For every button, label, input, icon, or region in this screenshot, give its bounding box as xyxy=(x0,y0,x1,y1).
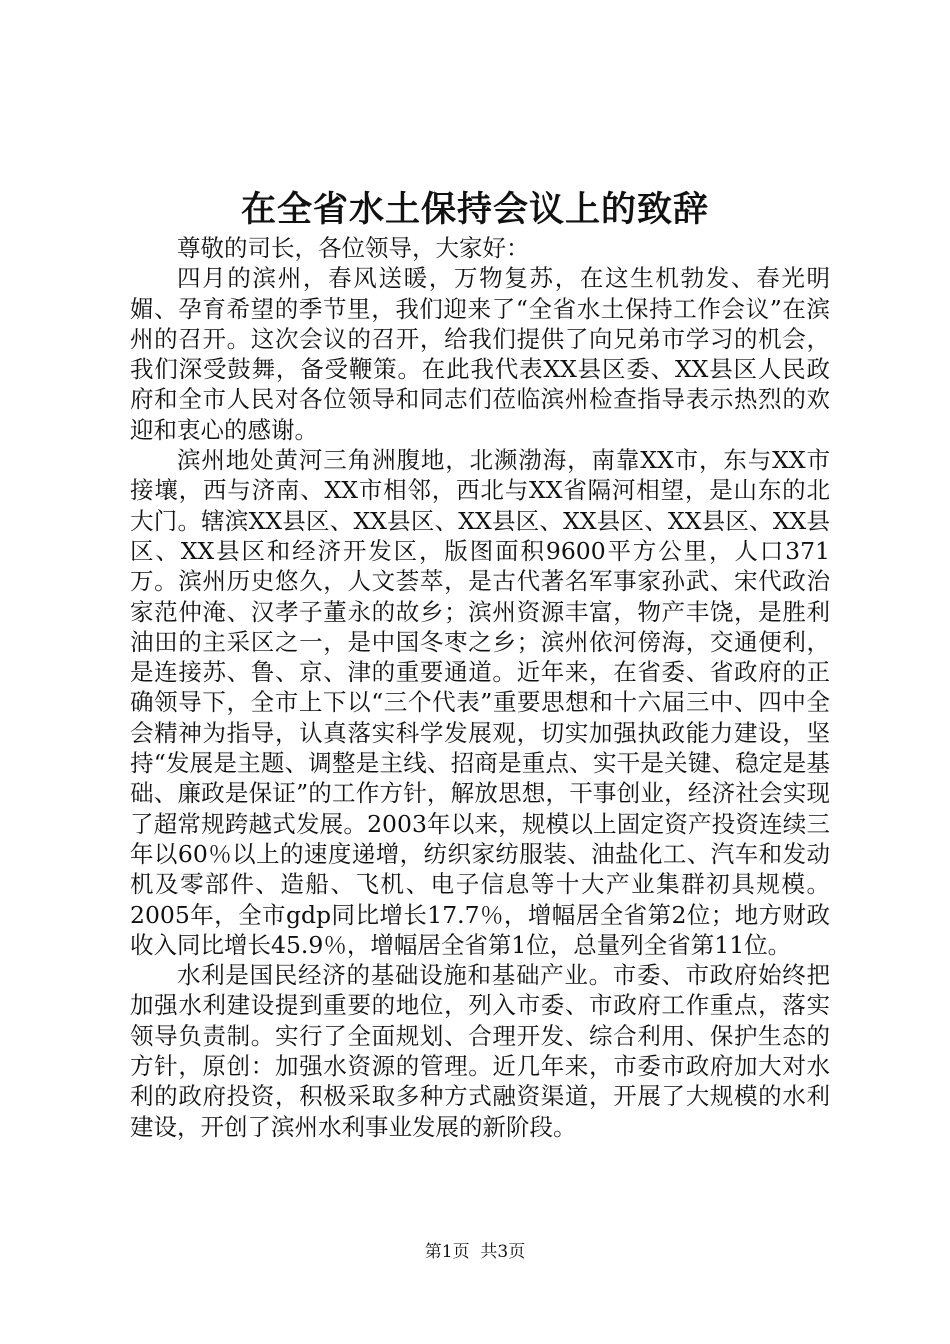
document-body xyxy=(130,233,830,1142)
page-footer xyxy=(0,1240,950,1264)
paragraph-1: 四月的滨州，春风送暖，万物复苏，在这生机勃发、春光明媚、孕育希望的季节里，我们迎来了“全省水土保持工作会议”在滨州的召开。这次会议的召开，给我们提供了向兄弟市学习的机会，我们深受鼓舞，备受鞭策。在此我代表XX县区委、XX县区人民政府和全市人民对各位领导和同志们莅临滨州检查指导表示热烈的欢迎和衷心的感谢。 xyxy=(130,264,830,444)
paragraph-3: 水利是国民经济的基础设施和基础产业。市委、市政府始终把加强水利建设提到重要的地位，列入市委、市政府工作重点，落实领导负责制。实行了全面规划、合理开发、综合利用、保护生态的方针，原创：加强水资源的管理。近几年来，市委市政府加大对水利的政府投资，积极采取多种方式融资渠道，开展了大规模的水利建设，开创了滨州水利事业发展的新阶段。 xyxy=(130,961,830,1141)
footer-separator xyxy=(470,1242,481,1262)
salutation: 尊敬的司长，各位领导，大家好： xyxy=(177,234,530,262)
document-title: 在全省水土保持会议上的致辞 xyxy=(240,189,709,230)
page-number: 第1页 xyxy=(424,1242,470,1262)
paragraph-2: 滨州地处黄河三角洲腹地，北濒渤海，南靠XX市，东与XX市接壤，西与济南、XX市相邻，西北与XX省隔河相望，是山东的北大门。辖滨XX县区、XX县区、XX县区、XX县区、XX县区、XX县区、XX县区和经济开发区，版图面积9600平方公里，人口371万。滨州历史悠久，人文荟萃，是古代著名军事家孙武、宋代政治家范仲淹、汉孝子董永的故乡；滨州资源丰富，物产丰饶，是胜利油田的主采区之一，是中国冬枣之乡；滨州依河傍海，交通便利，是连接苏、鲁、京、津的重要通道。近年来，在省委、省政府的正确领导下，全市上下以“三个代表”重要思想和十六届三中、四中全会精神为指导，认真落实科学发展观，切实加强执政能力建设，坚持“发展是主题、调整是主线、招商是重点、实干是关键、稳定是基础、廉政是保证”的工作方针，解放思想，干事创业，经济社会实现了超常规跨越式发展。2003年以来，规模以上固定资产投资连续三年以60％以上的速度递增，纺织家纺服装、油盐化工、汽车和发动机及零部件、造船、飞机、电子信息等十大产业集群初具规模。2005年，全市gdp同比增长17.7％，增幅居全省第2位；地方财政收入同比增长45.9％，增幅居全省第1位，总量列全省第11位。 xyxy=(130,446,830,959)
page-total: 共3页 xyxy=(480,1242,526,1262)
